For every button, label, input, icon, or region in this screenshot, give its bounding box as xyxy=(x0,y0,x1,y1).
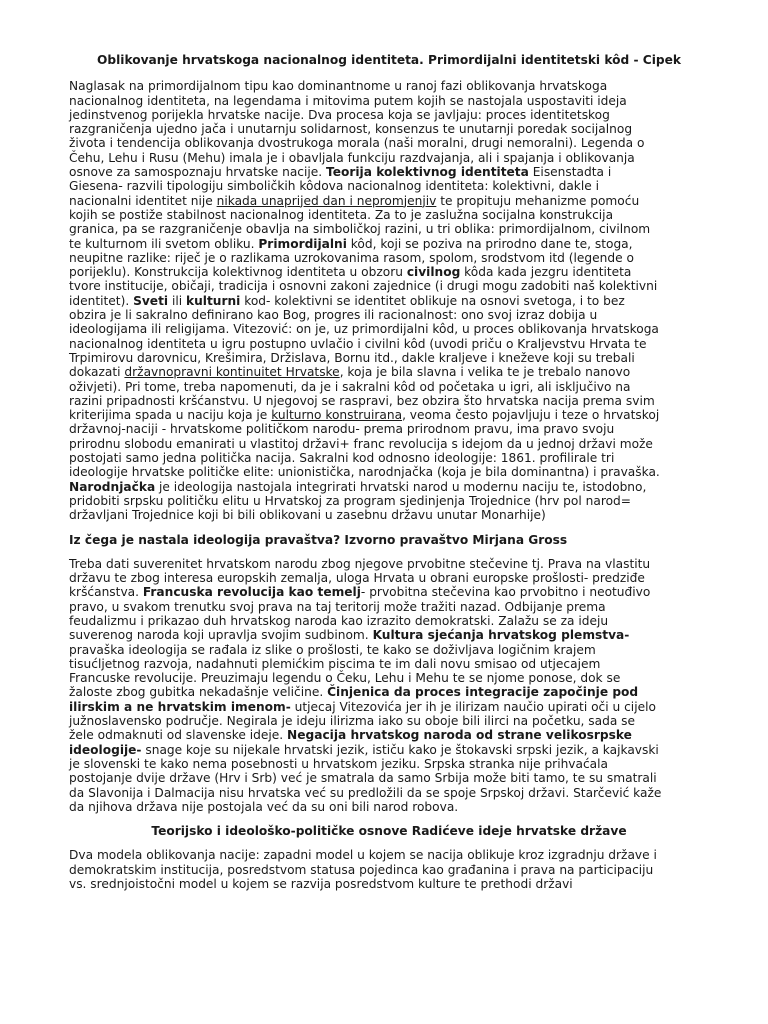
text-line xyxy=(69,208,709,222)
text-line xyxy=(69,671,709,685)
text-run: Čehu, Lehu i Rusu (Mehu) imala je i obavljala funkciju razdvajanja, ali i spajanja i oblikovanja xyxy=(69,150,635,165)
text-line xyxy=(69,700,709,714)
text-run: nacionalni identitet nije xyxy=(69,193,217,208)
text-run: da njihova država nije postojala već da su oni bili narod robova. xyxy=(69,799,459,814)
text-line xyxy=(69,308,709,322)
text-run: suverenog naroda koji upravlja svojim sudbinom. xyxy=(69,628,373,643)
text-run: porijeklu). Konstrukcija kolektivnog identiteta u obzoru xyxy=(69,265,407,280)
text-line xyxy=(69,408,709,422)
text-run: pravaška ideologija se rađala iz slike o prošlosti, te kako se doživljava logičnim krajem xyxy=(69,642,596,657)
text-run: kôda kada jezgru identiteta xyxy=(460,265,632,280)
underlined-text: državnopravni kontinuitet Hrvatske xyxy=(124,365,340,380)
underlined-text: kulturno konstruirana xyxy=(271,408,403,423)
text-run: južnoslavensko područje. Negirala je ideju ilirizma iako su oboje bili ilirci na početku, sada se xyxy=(69,714,636,729)
text-run: državljani Trojednice koji bi bili oblikovani u zasebnu državu unutar Monarhije) xyxy=(69,508,546,523)
text-run: postojanje dvije države (Hrv i Srb) već je smatrala da samo Srbija može biti tamo, te su smatrali xyxy=(69,771,657,786)
text-line xyxy=(69,643,709,657)
text-line xyxy=(69,94,709,108)
text-line xyxy=(69,771,709,785)
text-run: Treba dati suverenitet hrvatskom narodu zbog njegove prvobitne stečevine tj. Prava na vlastitu xyxy=(69,556,651,571)
text-line xyxy=(69,79,709,93)
text-line xyxy=(69,451,709,465)
text-line xyxy=(69,557,709,571)
text-line xyxy=(69,465,709,479)
text-line xyxy=(69,394,709,408)
text-run: ili xyxy=(168,293,186,308)
bold-text: Kultura sjećanja hrvatskog plemstva- xyxy=(372,628,630,643)
text-run: demokratskim institucija, posredstvom statusa pojedinca kao građanina i prava na participaciju xyxy=(69,862,654,877)
text-run: obzira je li sakralno definirano kao Bog, progres ili racionalnost: ono svoj izraz dobija u xyxy=(69,308,598,323)
text-line xyxy=(69,600,709,614)
text-run: jedinstvenog porijekla hrvatske nacije. Dva procesa koja se javljaju: proces identitetskog xyxy=(69,107,610,122)
section-heading-radic: Teorijsko i ideološko-političke osnove Radićeve ideje hrvatske države xyxy=(151,824,627,839)
text-run: utjecaj Vitezovića jer ih je ilirizam naučio upirati oči u cijelo xyxy=(290,699,656,714)
text-line xyxy=(69,437,709,451)
text-line xyxy=(69,508,709,522)
text-line xyxy=(69,122,709,136)
text-line xyxy=(69,179,709,193)
text-run: da Slavonija i Dalmacija nisu hrvatska već su predložili da se spoje Srpskoj državi. Starčević kaže xyxy=(69,785,662,800)
text-run: prirodnu slobodu emanirati u vlastitoj državi+ franc revolucija s idejom da u jednoj državi može xyxy=(69,436,653,451)
text-line xyxy=(69,848,709,862)
text-line xyxy=(69,237,709,251)
text-run: - prvobitna stečevina kao prvobitno i neotuđivo xyxy=(360,585,651,600)
text-run: Dva modela oblikovanja nacije: zapadni model u kojem se nacija oblikuje kroz izgradnju države i xyxy=(69,848,657,863)
text-line xyxy=(69,628,709,642)
text-run: je slovenski te kako nema posebnosti u hrvatskom jeziku. Srpska stranka nije prihvaćala xyxy=(69,756,609,771)
text-run: tvore institucije, običaji, tradicija i osnovni zakoni zajednice (i drugi mogu zadobiti naš kolektivni xyxy=(69,279,658,294)
radic-paragraph xyxy=(69,848,709,891)
text-run: Trpimirovu darovnicu, Krešimira, Držislava, Bornu itd., dakle kraljeve i kneževe koji su trebali xyxy=(69,350,635,365)
text-line xyxy=(69,728,709,742)
underlined-text: nikada unaprijed dan i nepromjenjiv xyxy=(216,193,437,208)
bold-text: Činjenica da proces integracije započinje pod xyxy=(327,685,639,700)
text-line xyxy=(69,685,709,699)
text-line xyxy=(69,108,709,122)
text-run: identitet). xyxy=(69,293,134,308)
text-run: te propituju mehanizme pomoću xyxy=(436,193,640,208)
document-title: Oblikovanje hrvatskoga nacionalnog identiteta. Primordijalni identitetski kôd - Cipek xyxy=(97,53,681,67)
text-line xyxy=(69,194,709,208)
text-line xyxy=(69,571,709,585)
text-run: kojih se postiže stabilnost nacionalnog identiteta. Za to je zaslužna socijalna konstrukcija xyxy=(69,207,614,222)
bold-text: Negacija hrvatskog naroda od strane velikosrpske xyxy=(287,728,632,743)
text-run: , koja je bila slavna i velika te je trebalo nanovo xyxy=(339,365,631,380)
text-line xyxy=(69,351,709,365)
text-run: te kulturnom ili svetom obliku. xyxy=(69,236,259,251)
text-line xyxy=(69,585,709,599)
text-run: državnoj-naciji - hrvatskome političkom narodu- prema prirodnom pravu, ima pravo svoju xyxy=(69,422,615,437)
text-run: Eisenstadta i xyxy=(528,165,612,180)
text-run: granica, pa se razgraničenje obavlja na simboličkoj razini, u tri oblika: primordijalnom, civilnom xyxy=(69,222,651,237)
text-run: kod- kolektivni se identitet oblikuje na osnovi svetoga, i to bez xyxy=(240,293,625,308)
text-run: razgraničenja ujedno jača i unutarnju solidarnost, konsenzus te unutarnji poredak socijalnog xyxy=(69,122,633,137)
text-run: Giesena- razvili tipologiju simboličkih kôdova nacionalnog identiteta: kolektivni, dakle i xyxy=(69,179,599,194)
text-run: kršćanstva. xyxy=(69,585,143,600)
text-line xyxy=(69,251,709,265)
text-run: državu te zbog interesa europskih zemalja, uloga Hrvata u obrani europske prošlosti- predziđe xyxy=(69,571,645,586)
bold-text: kulturni xyxy=(186,293,241,308)
text-run: snage koje su nijekale hrvatski jezik, ističu kako je štokavski srpski jezik, a kajkavski xyxy=(141,742,659,757)
text-run: pridobiti srpsku političku elitu u Hrvatskoj za program sjedinjenja Trojednice (hrv pol narod= xyxy=(69,493,631,508)
document-page xyxy=(69,53,709,891)
text-line xyxy=(69,380,709,394)
bold-text: Sveti xyxy=(133,293,169,308)
text-line xyxy=(69,265,709,279)
text-line xyxy=(69,786,709,800)
text-run: Naglasak na primordijalnom tipu kao dominantnome u ranoj fazi oblikovanja hrvatskoga xyxy=(69,79,608,94)
text-run: razini pripadnosti kršćanstvu. U njegovoj se raspravi, bez obzira što hrvatska nacija prema svim xyxy=(69,393,655,408)
text-run: žele odmaknuti od slavenske ideje. xyxy=(69,728,288,743)
section-heading-pravastvo: Iz čega je nastala ideologija pravaštva? Izvorno pravaštvo Mirjana Gross xyxy=(69,532,568,547)
text-run: života i tendencija oblikovanja dvostrukoga morala (naši moralni, drugi nemoralni). Legenda o xyxy=(69,136,645,151)
text-run: feudalizmu i prikazao duh hrvatskog naroda kao izrazito demokratski. Zalažu se za ideju xyxy=(69,613,609,628)
text-line xyxy=(69,863,709,877)
bold-text: civilnog xyxy=(406,265,461,280)
text-run: vs. srednjoistočni model u kojem se razvija posredstvom kulture te prethodi državi xyxy=(69,877,573,892)
text-run: ideologijama ili religijama. Vitezović: on je, uz primordijalni kôd, u proces oblikovanja hrvatskoga xyxy=(69,322,659,337)
text-run: osnove za samospoznaju hrvatske nacije. xyxy=(69,165,327,180)
text-run: kriterijima spada u naciju koja je xyxy=(69,408,272,423)
text-run: neupitne razlike: riječ je o razlikama uzrokovanima rasom, spolom, srodstvom itd (legende o xyxy=(69,250,634,265)
bold-text: Francuska revolucija kao temelj xyxy=(142,585,361,600)
text-run: dokazati xyxy=(69,365,125,380)
text-run: nacionalnog identiteta u igru postupno uvlačio i civilni kôd (uvodi priču o Kraljevstvu Hrvata te xyxy=(69,336,647,351)
text-run: oživjeti). Pri tome, treba napomenuti, da je i sakralni kôd od početaka u igri, ali isključivo na xyxy=(69,379,631,394)
text-run: je ideologija nastojala integrirati hrvatski narod u modernu naciju te, istodobno, xyxy=(155,479,647,494)
bold-text: Narodnjačka xyxy=(69,479,156,494)
text-line xyxy=(69,877,709,891)
text-line xyxy=(69,279,709,293)
text-run: žaloste zbog gubitka nekadašnje veličine. xyxy=(69,685,328,700)
text-line xyxy=(69,800,709,814)
text-run: , veoma često pojavljuju i teze o hrvatskoj xyxy=(402,408,660,423)
bold-text: Teorija kolektivnog identiteta xyxy=(326,165,529,180)
text-line xyxy=(69,136,709,150)
text-run: tisućljetnog razvoja, nadahnuti plemićkim piscima te im dali novu smisao od utjecajem xyxy=(69,656,601,671)
bold-text: ideologije- xyxy=(69,742,142,757)
text-run: kôd, koji se poziva na prirodno dane te, stoga, xyxy=(346,236,633,251)
text-run: ideologije hrvatske političke elite: unionistička, narodnjačka (koja je bila dominantna) i pravaška. xyxy=(69,465,660,480)
text-line xyxy=(69,757,709,771)
text-line xyxy=(69,743,709,757)
bold-text: ilirskim a ne hrvatskim imenom- xyxy=(69,699,291,714)
pravastvo-paragraph xyxy=(69,557,709,814)
text-line xyxy=(69,365,709,379)
bold-text: Primordijalni xyxy=(258,236,347,251)
text-line xyxy=(69,657,709,671)
text-line xyxy=(69,165,709,179)
text-line xyxy=(69,480,709,494)
text-run: Francuske revolucije. Preuzimaju legendu o Čeku, Lehu i Mehu te se njome ponose, dok se xyxy=(69,671,621,686)
text-run: pravo, u svakom trenutku svoj prava na taj teritorij može tražiti nazad. Odbijanje prema xyxy=(69,599,606,614)
text-line xyxy=(69,151,709,165)
text-line xyxy=(69,614,709,628)
text-line xyxy=(69,222,709,236)
text-line xyxy=(69,494,709,508)
text-line xyxy=(69,337,709,351)
text-line xyxy=(69,294,709,308)
text-run: postojati samo jedna politička nacija. Sakralni kod odnosno ideologije: 1861. profilirale tri xyxy=(69,451,615,466)
text-line xyxy=(69,322,709,336)
text-line xyxy=(69,422,709,436)
text-line xyxy=(69,714,709,728)
text-run: nacionalnog identiteta, na legendama i mitovima putem kojih se nastojala uspostaviti ideja xyxy=(69,93,627,108)
intro-paragraph xyxy=(69,79,709,522)
